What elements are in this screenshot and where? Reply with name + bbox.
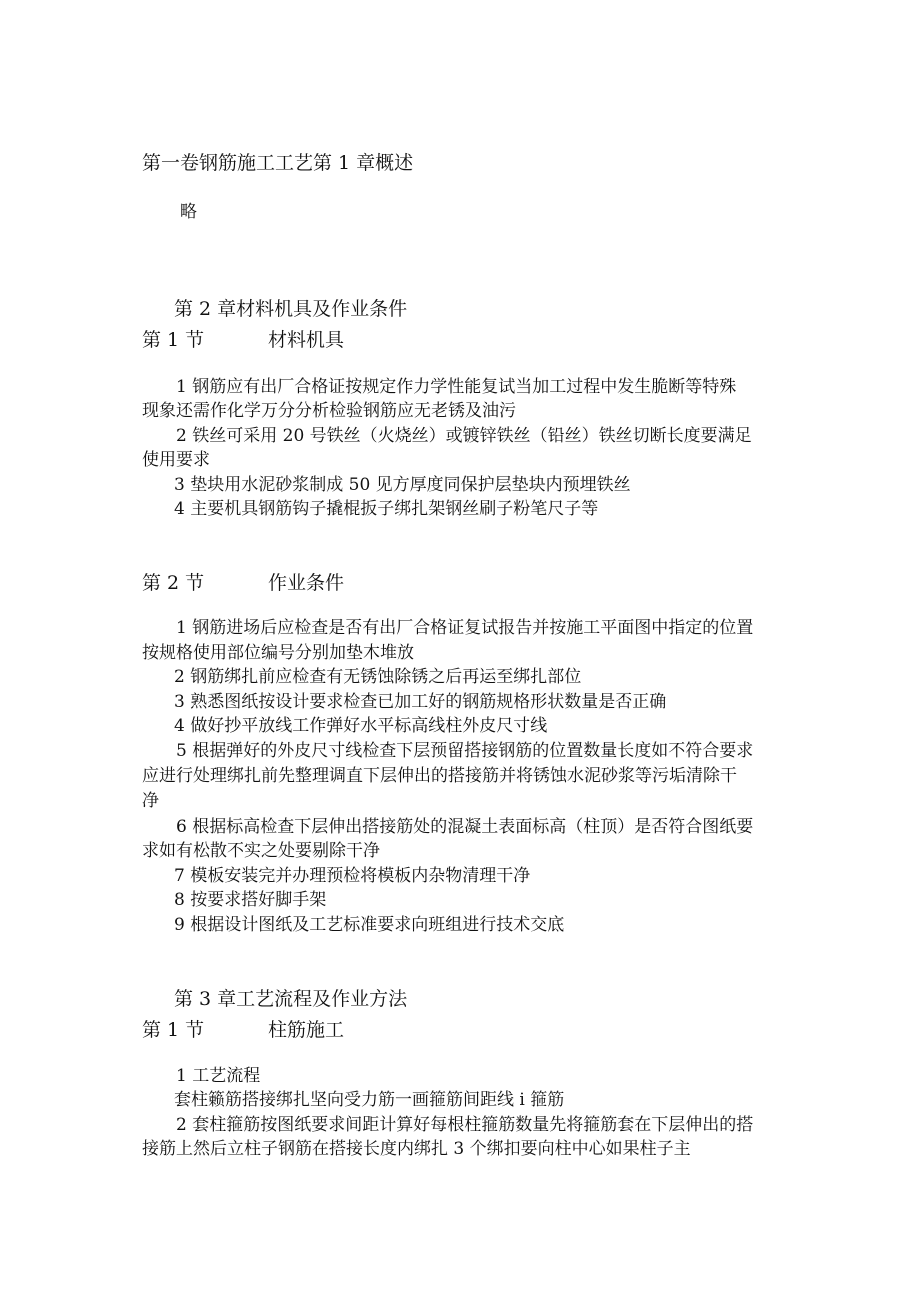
paragraph-line: 套柱籁筋搭接绑扎坚向受力筋一画箍筋间距线 i 箍筋 (174, 1090, 565, 1110)
chapter-3-heading: 第 3 章工艺流程及作业方法 (174, 988, 408, 1010)
paragraph-line: 3 熟悉图纸按设计要求检查已加工好的钢筋规格形状数量是否正确 (174, 692, 667, 712)
paragraph-line: 1 工艺流程 (176, 1066, 261, 1086)
section-title: 柱筋施工 (268, 1019, 345, 1041)
paragraph-line: 4 主要机具钢筋钩子撬棍扳子绑扎架钢丝刷子粉笔尺子等 (174, 499, 599, 519)
paragraph-line: 5 根据弹好的外皮尺寸线检查下层预留搭接钢筋的位置数量长度如不符合要求 (176, 741, 754, 761)
paragraph-line: 9 根据设计图纸及工艺标准要求向班组进行技术交底 (174, 915, 565, 935)
paragraph-line: 2 钢筋绑扎前应检查有无锈蚀除锈之后再运至绑扎部位 (174, 667, 582, 687)
section-title: 材料机具 (268, 329, 345, 351)
paragraph-line: 7 模板安装完并办理预检将模板内杂物清理干净 (174, 866, 531, 886)
volume-title: 第一卷钢筋施工工艺第 1 章概述 (142, 152, 414, 174)
chapter-2-heading: 第 2 章材料机具及作业条件 (174, 298, 408, 320)
section-number: 第 2 节 (142, 572, 205, 594)
paragraph-line: 使用要求 (142, 450, 210, 470)
paragraph-line: 3 垫块用水泥砂浆制成 50 见方厚度同保护层垫块内预埋铁丝 (174, 475, 631, 495)
paragraph-line: 接筋上然后立柱子钢筋在搭接长度内绑扎 3 个绑扣要向柱中心如果柱子主 (142, 1139, 691, 1159)
paragraph-line: 2 套柱箍筋按图纸要求间距计算好每根柱箍筋数量先将箍筋套在下层伸出的搭 (176, 1115, 754, 1135)
paragraph-line: 1 钢筋应有出厂合格证按规定作力学性能复试当加工过程中发生脆断等特殊 (176, 377, 737, 397)
paragraph-line: 现象还需作化学万分分析检验钢筋应无老锈及油污 (142, 401, 516, 421)
paragraph-line: 净 (142, 791, 159, 811)
paragraph-line: 按规格使用部位编号分别加垫木堆放 (142, 643, 414, 663)
section-number: 第 1 节 (142, 329, 205, 351)
paragraph-line: 求如有松散不实之处要剔除干净 (142, 841, 380, 861)
paragraph-line: 6 根据标高检查下层伸出搭接筋处的混凝土表面标高（柱顶）是否符合图纸要 (176, 817, 754, 837)
paragraph-line: 应进行处理绑扎前先整理调直下层伸出的搭接筋并将锈蚀水泥砂浆等污垢清除干 (142, 766, 737, 786)
section-number: 第 1 节 (142, 1019, 205, 1041)
paragraph-line: 1 钢筋进场后应检查是否有出厂合格证复试报告并按施工平面图中指定的位置 (176, 618, 754, 638)
paragraph-line: 2 铁丝可采用 20 号铁丝（火烧丝）或镀锌铁丝（铅丝）铁丝切断长度要满足 (176, 426, 752, 446)
paragraph-line: 4 做好抄平放线工作弹好水平标高线柱外皮尺寸线 (174, 716, 548, 736)
section-title: 作业条件 (268, 572, 345, 594)
paragraph-line: 8 按要求搭好脚手架 (174, 890, 327, 910)
overview-text: 略 (180, 202, 197, 222)
